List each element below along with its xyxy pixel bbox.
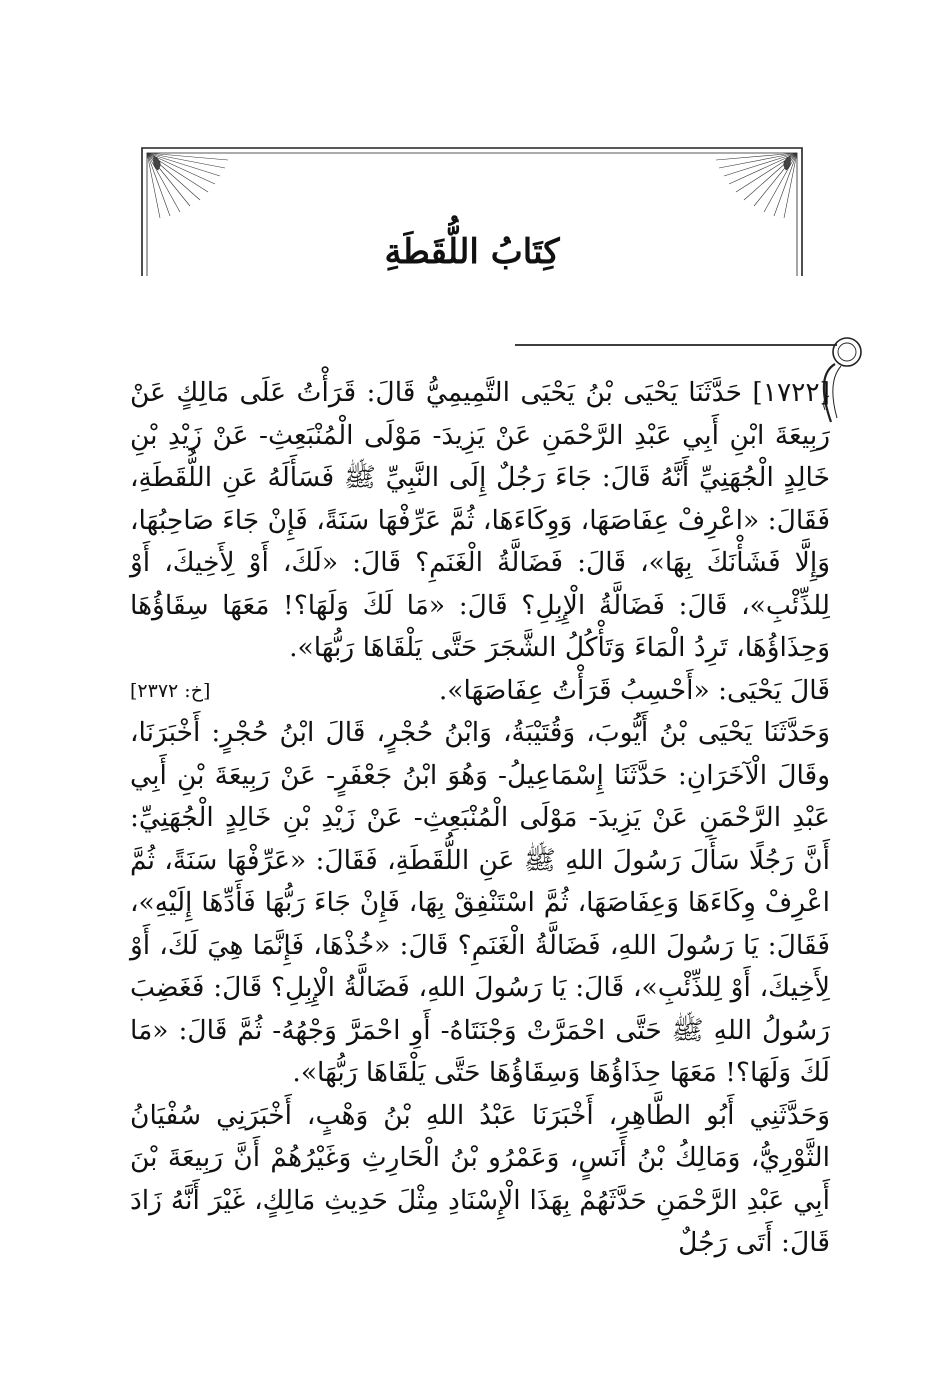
narrator-note bbox=[130, 670, 830, 713]
chapter-title: كِتَابُ اللُّقَطَةِ bbox=[384, 232, 560, 272]
hadith-body bbox=[130, 372, 830, 1265]
chapter-header-frame bbox=[140, 146, 804, 276]
cross-reference: [خ: ٢٣٧٢] bbox=[130, 679, 211, 702]
hadith-paragraph: [١٧٢٢] حَدَّثَنَا يَحْيَى بْنُ يَحْيَى التَّمِيمِيُّ قَالَ: قَرَأْتُ عَلَى مَالِكٍ عَنْ رَبِيعَةَ ابْنِ أَبِي عَبْدِ الرَّحْمَنِ عَنْ يَزِيدَ- مَوْلَى الْمُنْبَعِثِ- عَنْ زَيْدِ بْنِ خَالِدٍ الْجُهَنِيِّ أَنَّهُ قَالَ: جَاءَ رَجُلٌ إِلَى النَّبِيِّ ﷺ فَسَأَلَهُ عَنِ اللُّقَطَةِ، فَقَالَ: «اعْرِفْ عِفَاصَهَا، وَوِكَاءَهَا، ثُمَّ عَرِّفْهَا سَنَةً، فَإِنْ جَاءَ صَاحِبُهَا، وَإِلَّا فَشَأْنَكَ بِهَا»، قَالَ: فَضَالَّةُ الْغَنَمِ؟ قَالَ: «لَكَ، أَوْ لِأَخِيكَ، أَوْ لِلذِّئْبِ»، قَالَ: فَضَالَّةُ الْإِبِلِ؟ قَالَ: «مَا لَكَ وَلَهَا؟! مَعَهَا سِقَاؤُهَا وَحِذَاؤُهَا، تَرِدُ الْمَاءَ وَتَأْكُلُ الشَّجَرَ حَتَّى يَلْقَاهَا رَبُّهَا». bbox=[130, 377, 830, 663]
hadith-paragraph: وَحَدَّثَنَا يَحْيَى بْنُ أَيُّوبَ، وَقُتَيْبَةُ، وَابْنُ حُجْرٍ، قَالَ ابْنُ حُجْرٍ: أَخْبَرَنَا، وقَالَ الْآخَرَانِ: حَدَّثَنَا إِسْمَاعِيلُ- وَهُوَ ابْنُ جَعْفَرٍ- عَنْ رَبِيعَةَ بْنِ أَبِي عَبْدِ الرَّحْمَنِ عَنْ يَزِيدَ- مَوْلَى الْمُنْبَعِثِ- عَنْ زَيْدِ بْنِ خَالِدٍ الْجُهَنِيِّ: أَنَّ رَجُلًا سَأَلَ رَسُولَ اللهِ ﷺ عَنِ اللُّقَطَةِ، فَقَالَ: «عَرِّفْهَا سَنَةً، ثُمَّ اعْرِفْ وِكَاءَهَا وَعِفَاصَهَا، ثُمَّ اسْتَنْفِقْ بِهَا، فَإِنْ جَاءَ رَبُّهَا فَأَدِّهَا إِلَيْهِ»، فَقَالَ: يَا رَسُولَ اللهِ، فَضَالَّةُ الْغَنَمِ؟ قَالَ: «خُذْهَا، فَإِنَّمَا هِيَ لَكَ، أَوْ لِأَخِيكَ، أَوْ لِلذِّئْبِ»، قَالَ: يَا رَسُولَ اللهِ، فَضَالَّةُ الْإِبِلِ؟ قَالَ: فَغَضِبَ رَسُولُ اللهِ ﷺ حَتَّى احْمَرَّتْ وَجْنَتَاهُ- أَوِ احْمَرَّ وَجْهُهُ- ثُمَّ قَالَ: «مَا لَكَ وَلَهَا؟! مَعَهَا حِذَاؤُهَا وَسِقَاؤُهَا حَتَّى يَلْقَاهَا رَبُّهَا». bbox=[130, 717, 830, 1088]
hadith-paragraph: وَحَدَّثَنِي أَبُو الطَّاهِرِ، أَخْبَرَنَا عَبْدُ اللهِ بْنُ وَهْبٍ، أَخْبَرَنِي سُفْيَانُ الثَّوْرِيُّ، وَمَالِكُ بْنُ أَنَسٍ، وَعَمْرُو بْنُ الْحَارِثِ وَغَيْرُهُمْ أَنَّ رَبِيعَةَ بْنَ أَبِي عَبْدِ الرَّحْمَنِ حَدَّثَهُمْ بِهَذَا الْإِسْنَادِ مِثْلَ حَدِيثِ مَالِكٍ، غَيْرَ أَنَّهُ زَادَ قَالَ: أَتَى رَجُلٌ bbox=[130, 1099, 830, 1258]
corner-ornament-left bbox=[147, 153, 228, 218]
corner-ornament-right bbox=[716, 153, 797, 218]
narrator-note-text: قَالَ يَحْيَى: «أَحْسِبُ قَرَأْتُ عِفَاصَهَا». bbox=[438, 674, 830, 706]
